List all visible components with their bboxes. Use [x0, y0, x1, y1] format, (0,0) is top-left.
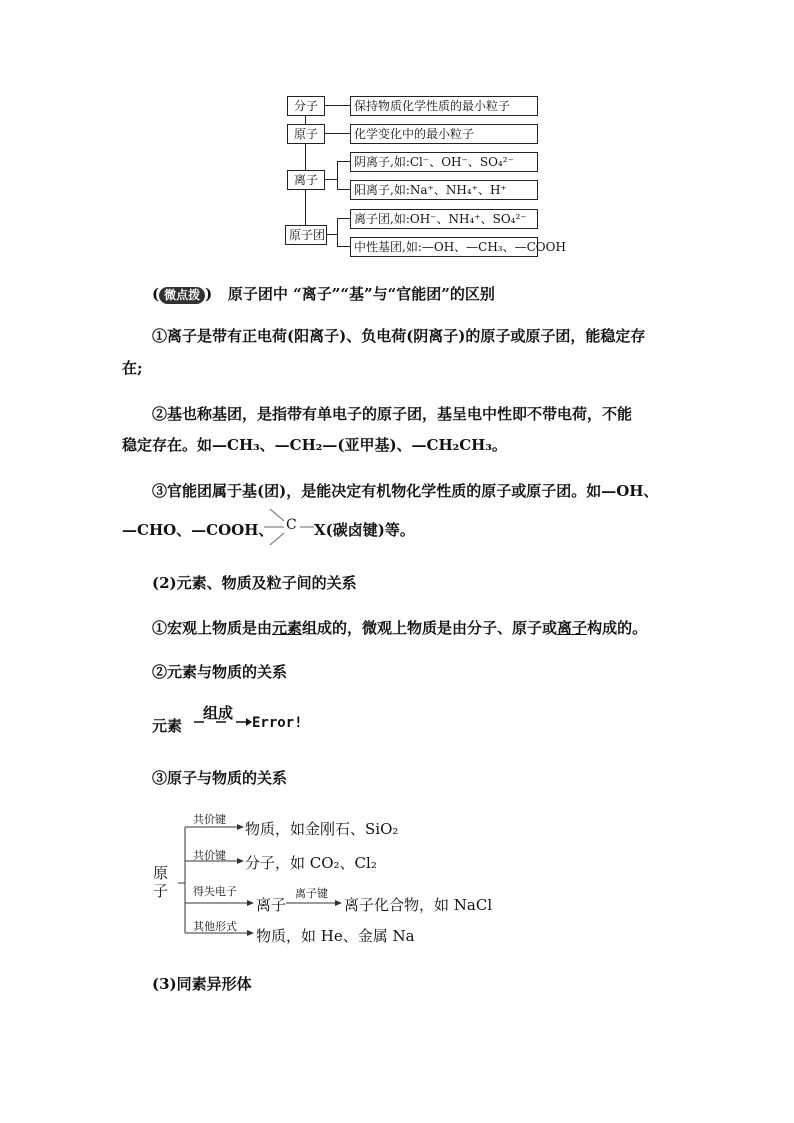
connector — [327, 234, 337, 235]
branch2-label: 共价键 — [193, 849, 226, 862]
branch2-result: 分子，如 CO₂、Cl₂ — [245, 854, 377, 872]
connector — [337, 218, 350, 219]
connector — [325, 105, 350, 106]
cation-box: 阳离子,如:Na⁺、NH₄⁺、H⁺ — [350, 180, 538, 200]
group-box: 原子团 — [285, 225, 327, 245]
atom-desc-box: 化学变化中的最小粒子 — [350, 124, 538, 144]
section2-line3: ③原子与物质的关系 — [152, 769, 288, 787]
connector — [337, 218, 338, 246]
tip-heading: ( 微点拨 ) 原子团中 “离子”“基”与“官能团”的区别 — [152, 285, 495, 303]
atom-node: 原子 — [153, 864, 169, 900]
point3-line1: ③官能团属于基(团)，是能决定有机物化学性质的原子或原子团。如—OH、 — [152, 482, 659, 500]
compose-label: 组成 — [203, 704, 234, 722]
connector — [337, 161, 350, 162]
branch1-label: 共价键 — [193, 813, 226, 826]
point1-line2: 在; — [122, 359, 143, 377]
section2-line2: ②元素与物质的关系 — [152, 663, 288, 681]
point3-line2b: X(碳卤键)等。 — [314, 521, 415, 539]
point3-line2a: —CHO、—COOH、 — [122, 521, 274, 539]
ion-group-box: 离子团,如:OH⁻、NH₄⁺、SO₄²⁻ — [350, 209, 538, 229]
element-label: 元素 — [152, 717, 183, 735]
tip-title: 原子团中 “离子”“基”与“官能团”的区别 — [227, 285, 495, 303]
section2-heading: (2)元素、物质及粒子间的关系 — [152, 574, 357, 592]
connector — [337, 189, 350, 190]
molecule-desc-box: 保持物质化学性质的最小粒子 — [350, 96, 538, 116]
section3-heading: (3)同素异形体 — [152, 975, 252, 993]
connector — [325, 179, 337, 180]
neutral-group-box: 中性基团,如:—OH、—CH₃、—COOH — [350, 237, 538, 257]
branch3-result: 离子化合物，如 NaCl — [344, 896, 493, 914]
tip-badge: 微点拨 — [159, 287, 205, 304]
point2-line1: ②基也称基团，是指带有单电子的原子团，基呈电中性即不带电荷，不能 — [152, 405, 633, 423]
point2-line2: 稳定存在。如—CH₃、—CH₂—(亚甲基)、—CH₂CH₃。 — [122, 436, 507, 454]
branch4-label: 其他形式 — [193, 920, 237, 933]
branch1-result: 物质，如金刚石、SiO₂ — [245, 820, 399, 838]
connector — [337, 161, 338, 189]
carbon-label: C — [286, 517, 297, 533]
error-text: Error! — [252, 715, 303, 731]
branch3-label: 得失电子 — [193, 885, 237, 898]
point1-line1: ①离子是带有正电荷(阳离子)、负电荷(阴离子)的原子或原子团，能稳定存 — [152, 327, 646, 345]
branch3-mid: 离子 — [256, 896, 287, 914]
molecule-box: 分子 — [287, 96, 325, 116]
connector — [325, 133, 350, 134]
ion-box: 离子 — [287, 170, 325, 190]
anion-box: 阴离子,如:Cl⁻、OH⁻、SO₄²⁻ — [350, 152, 538, 172]
branch4-result: 物质，如 He、金属 Na — [256, 927, 415, 945]
section2-line1: ①宏观上物质是由元素组成的，微观上物质是由分子、原子或离子构成的。 — [152, 619, 648, 637]
compose-arrow-icon — [192, 715, 252, 729]
atom-box: 原子 — [287, 124, 325, 144]
connector — [337, 246, 350, 247]
branch3-label2: 离子键 — [295, 887, 328, 900]
